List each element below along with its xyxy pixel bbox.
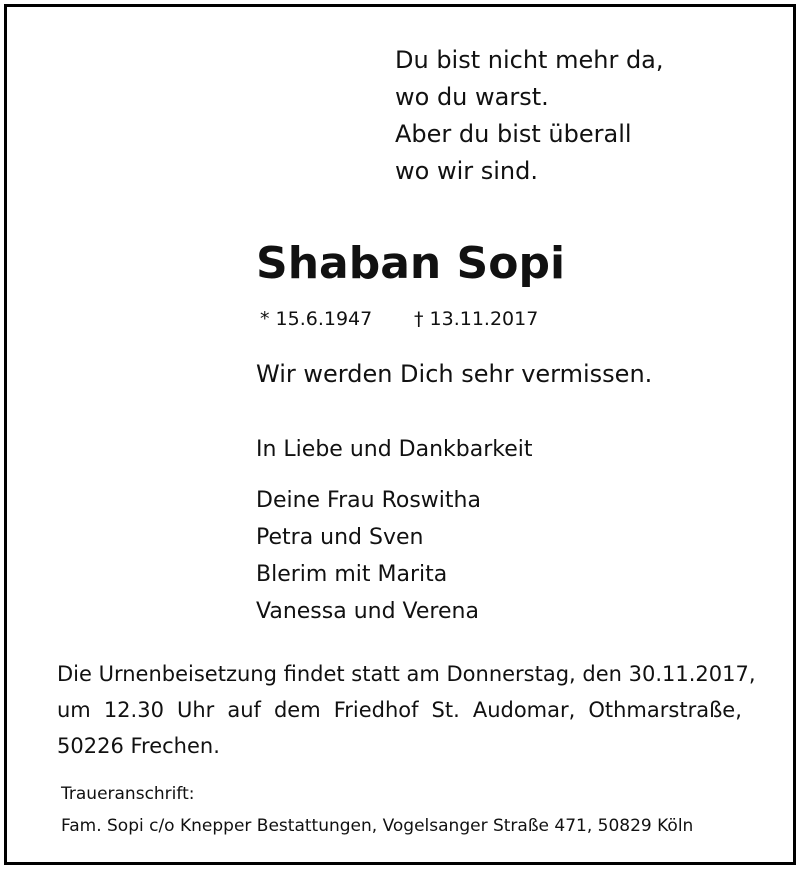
funeral-word: um [57,698,91,722]
funeral-line: 50226 Frechen. [57,734,220,758]
funeral-word: Uhr [176,698,215,722]
funeral-word: St. [431,698,460,722]
address-label: Traueranschrift: [61,784,195,804]
funeral-word: Othmarstraße, [588,698,742,722]
family-list [256,482,481,630]
family-member: Deine Frau Roswitha [256,488,481,513]
poem-line: wo du warst. [395,83,549,111]
funeral-info [57,656,756,764]
funeral-word: Friedhof [333,698,419,722]
funeral-line: Die Urnenbeisetzung findet statt am Donnerstag, den 30.11.2017, [57,662,756,686]
funeral-word: Audomar, [472,698,576,722]
death-date: † 13.11.2017 [414,308,539,330]
address-value: Fam. Sopi c/o Knepper Bestattungen, Vogelsanger Straße 471, 50829 Köln [61,816,694,836]
poem-line: Du bist nicht mehr da, [395,46,664,74]
family-member: Vanessa und Verena [256,599,479,624]
funeral-line-justified [57,692,742,728]
mourning-address [61,778,693,842]
poem-line: wo wir sind. [395,157,538,185]
deceased-name: Shaban Sopi [256,238,566,289]
funeral-word: dem [273,698,321,722]
birth-date: * 15.6.1947 [260,308,373,330]
poem-line: Aber du bist überall [395,120,632,148]
funeral-word: auf [227,698,261,722]
farewell-message: Wir werden Dich sehr vermissen. [256,360,653,388]
family-member: Blerim mit Marita [256,562,448,587]
family-member: Petra und Sven [256,525,424,550]
closing-phrase: In Liebe und Dankbarkeit [256,437,533,462]
poem [395,42,664,190]
funeral-word: 12.30 [103,698,164,722]
